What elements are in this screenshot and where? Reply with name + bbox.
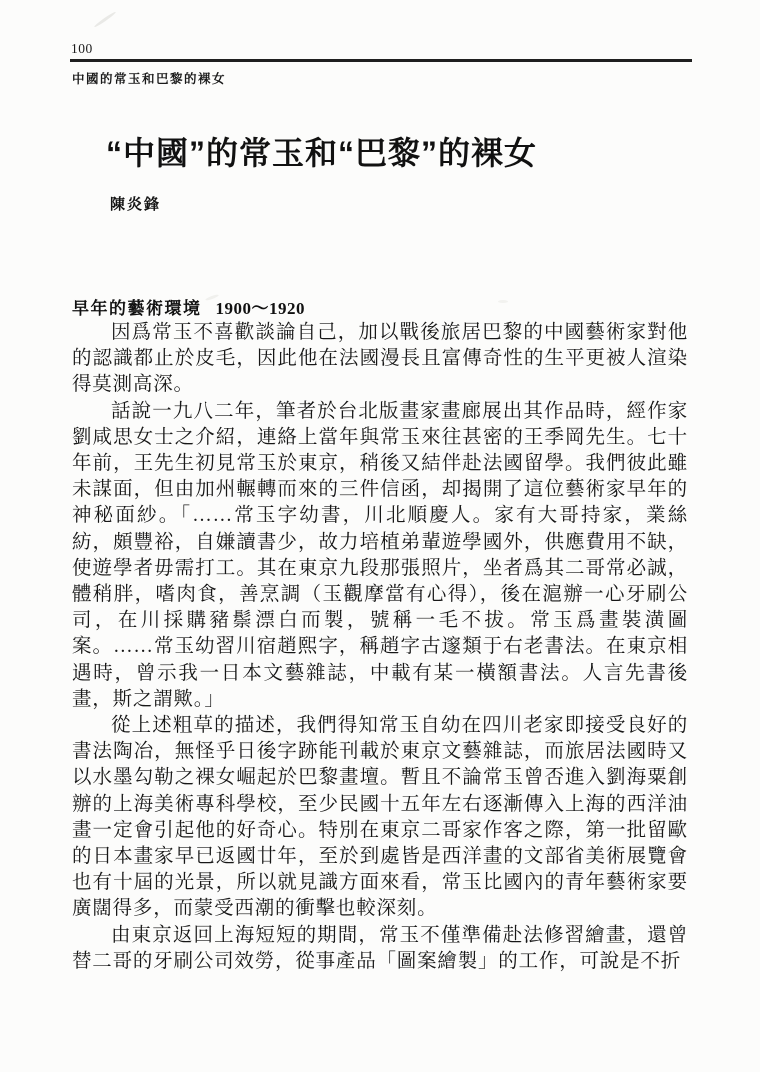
scan-artifact	[93, 11, 116, 28]
body-paragraph-2: 話說一九八二年，筆者於台北版畫家畫廊展出其作品時，經作家劉咸思女士之介紹，連絡上當年與常玉來往甚密的王季岡先生。七十年前，王先生初見常玉於東京，稍後又結伴赴法國留學。我們彼此雖未謀面，但由加州輾轉而來的三件信函，却揭開了這位藝術家早年的神秘面紗。「……常玉字幼書，川北順慶人。家有大哥持家，業絲紡，頗豐裕，自嫌讀書少，故力培植弟輩遊學國外，供應費用不缺，使遊學者毋需打工。其在東京九段那張照片，坐者爲其二哥常必誠，體稍胖，嗜肉食，善烹調（玉觀摩當有心得），後在滬辦一心牙刷公司，在川採購豬鬃漂白而製，號稱一毛不拔。常玉爲畫裝潢圖案。……常玉幼習川宿趙熙字，稱趙字古邃類于右老書法。在東京相遇時，曾示我一日本文藝雜誌，中載有某一橫額書法。人言先書後畫，斯之謂歟。」	[72, 400, 688, 710]
article-title: “中國”的常玉和“巴黎”的裸女	[106, 135, 538, 171]
header-rule	[70, 59, 692, 62]
body-paragraph-1: 因爲常玉不喜歡談論自己，加以戰後旅居巴黎的中國藝術家對他的認識都止於皮毛，因此他在法國漫長且富傳奇性的生平更被人渲染得莫測高深。	[72, 322, 688, 396]
section-heading	[72, 294, 305, 319]
article-author: 陳炎鋒	[110, 196, 162, 213]
scan-artifact	[498, 300, 508, 303]
body-paragraph-3: 從上述粗草的描述，我們得知常玉自幼在四川老家即接受良好的書法陶冶，無怪乎日後字跡能刊載於東京文藝雜誌，而旅居法國時又以水墨勾勒之裸女崛起於巴黎畫壇。暫且不論常玉曾否進入劉海粟創辦的上海美術專科學校，至少民國十五年左右逐漸傳入上海的西洋油畫一定會引起他的好奇心。特別在東京二哥家作客之際，第一批留歐的日本畫家早已返國廿年，至於到處皆是西洋畫的文部省美術展覽會也有十屆的光景，所以就見識方面來看，常玉比國內的青年藝術家要廣闊得多，而蒙受西潮的衝擊也較深刻。	[72, 715, 688, 920]
section-heading-period: 1900～1920	[215, 299, 305, 318]
running-header: 中國的常玉和巴黎的裸女	[72, 72, 227, 86]
page-number: 100	[71, 41, 93, 56]
body-paragraph-4: 由東京返回上海短短的期間，常玉不僅準備赴法修習繪畫，還曾替二哥的牙刷公司效勞，從事產品「圖案繪製」的工作，可說是不折	[72, 924, 688, 972]
article-body	[72, 320, 688, 975]
section-heading-text: 早年的藝術環境	[72, 299, 202, 318]
